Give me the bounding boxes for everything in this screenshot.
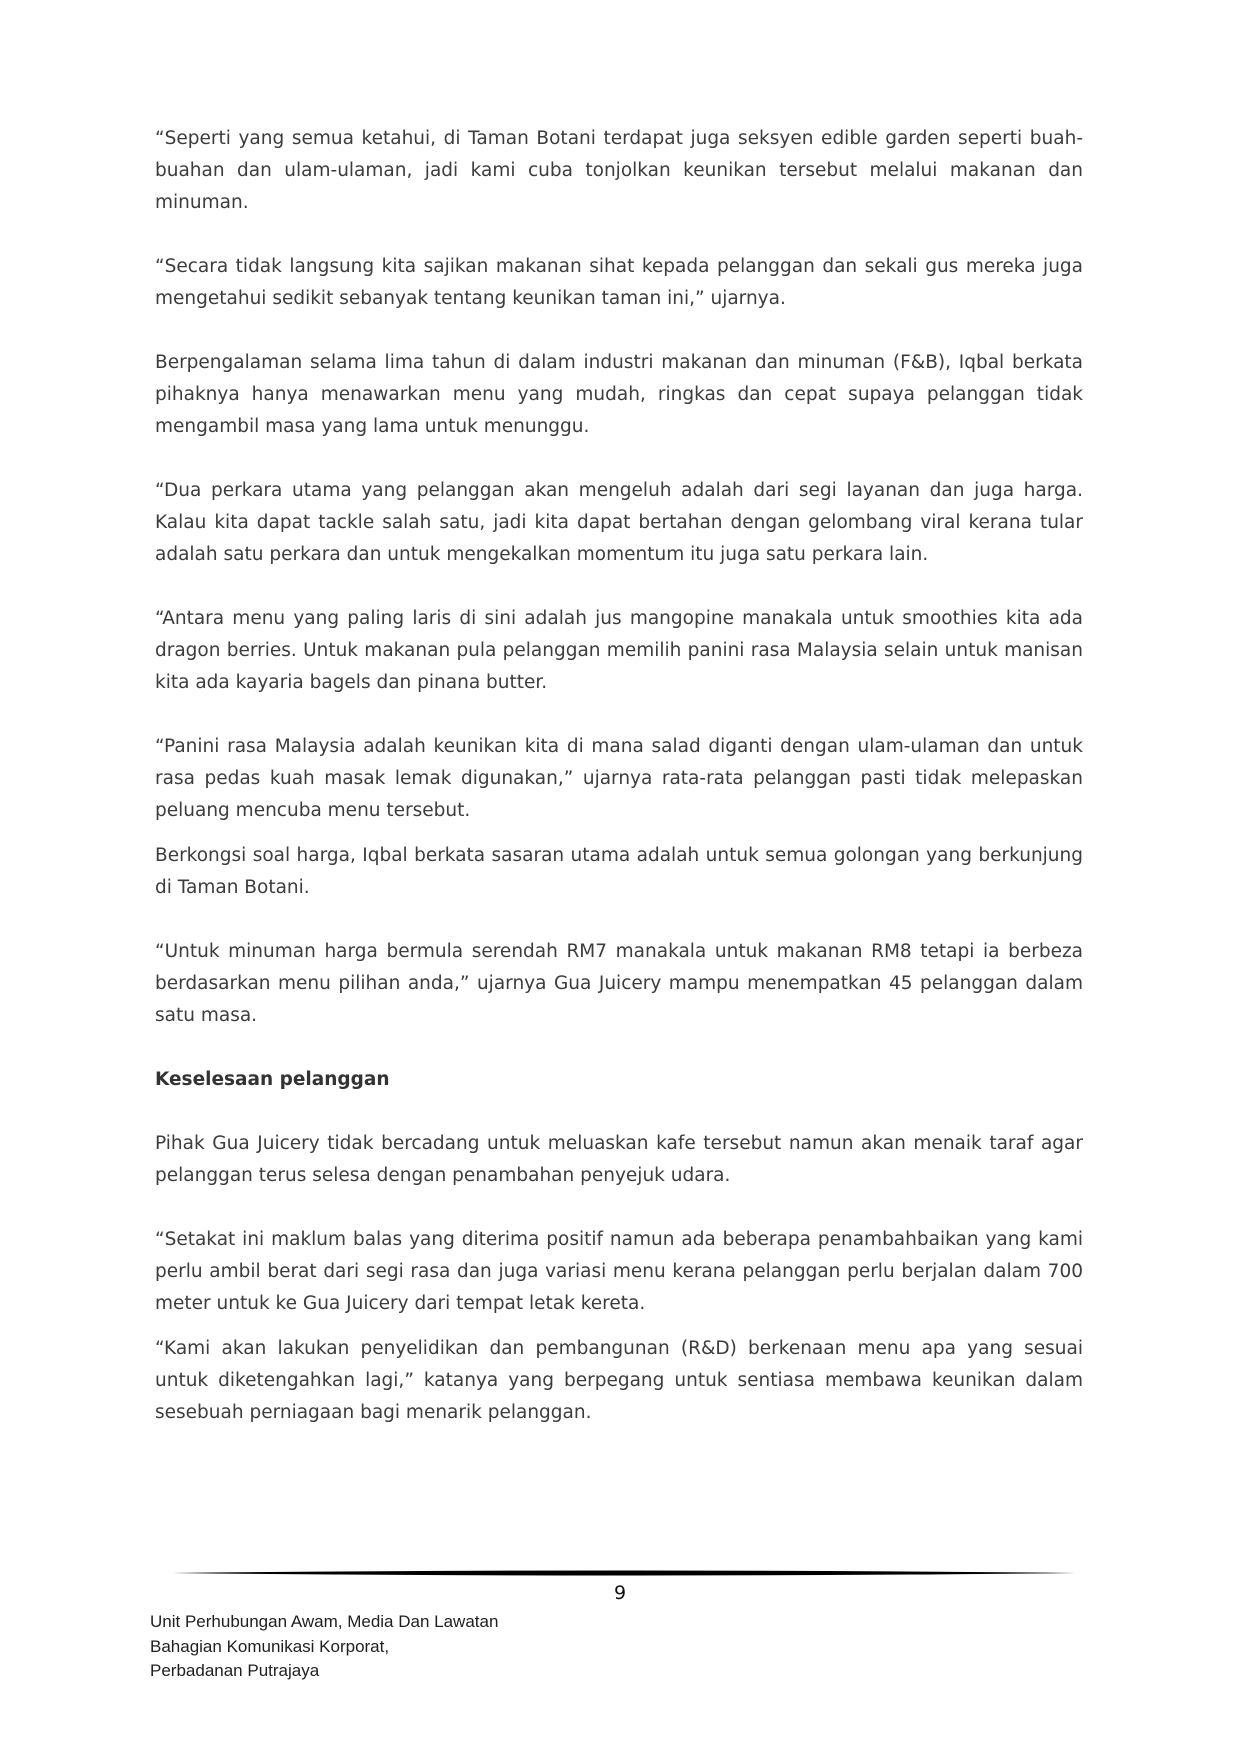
organization-block bbox=[150, 1610, 498, 1684]
page-number: 9 bbox=[613, 1582, 627, 1604]
article-body bbox=[155, 123, 1083, 1429]
org-unit: Unit Perhubungan Awam, Media Dan Lawatan bbox=[150, 1612, 499, 1631]
org-name: Perbadanan Putrajaya bbox=[150, 1661, 320, 1680]
article-paragraph: “Setakat ini maklum balas yang diterima positif namun ada beberapa penambahbaikan yang kami perlu ambil berat dari segi rasa dan juga variasi menu kerana pelanggan perlu berjalan dalam 700 meter untuk ke Gua Juicery dari tempat letak kereta. bbox=[155, 1229, 1083, 1314]
article-paragraph: “Seperti yang semua ketahui, di Taman Botani terdapat juga seksyen edible garden seperti buah-buahan dan ulam-ulaman, jadi kami cuba tonjolkan keunikan tersebut melalui makanan dan minuman. bbox=[155, 128, 1083, 213]
org-department: Bahagian Komunikasi Korporat, bbox=[150, 1636, 390, 1656]
article-paragraph: Berpengalaman selama lima tahun di dalam industri makanan dan minuman (F&B), Iqbal berkata pihaknya hanya menawarkan menu yang mudah, ringkas dan cepat supaya pelanggan tidak mengambil masa yang lama untuk menunggu. bbox=[155, 352, 1083, 437]
section-heading: Keselesaan pelanggan bbox=[155, 1069, 390, 1090]
article-paragraph: “Secara tidak langsung kita sajikan makanan sihat kepada pelanggan dan sekali gus mereka juga mengetahui sedikit sebanyak tentang keunikan taman ini,” ujarnya. bbox=[155, 256, 1083, 309]
article-paragraph: “Untuk minuman harga bermula serendah RM7 manakala untuk makanan RM8 tetapi ia berbeza berdasarkan menu pilihan anda,” ujarnya Gua Juicery mampu menempatkan 45 pelanggan dalam satu masa. bbox=[155, 941, 1083, 1026]
article-paragraph: Pihak Gua Juicery tidak bercadang untuk meluaskan kafe tersebut namun akan menaik taraf agar pelanggan terus selesa dengan penambahan penyejuk udara. bbox=[155, 1133, 1083, 1186]
article-paragraph: “Panini rasa Malaysia adalah keunikan kita di mana salad diganti dengan ulam-ulaman dan untuk rasa pedas kuah masak lemak digunakan,” ujarnya rata-rata pelanggan pasti tidak melepaskan peluang mencuba menu tersebut. bbox=[155, 736, 1083, 821]
article-paragraph: “Antara menu yang paling laris di sini adalah jus mangopine manakala untuk smoothies kita ada dragon berries. Untuk makanan pula pelanggan memilih panini rasa Malaysia selain untuk manisan kita ada kayaria bagels dan pinana butter. bbox=[155, 608, 1083, 693]
article-paragraph: “Kami akan lakukan penyelidikan dan pembangunan (R&D) berkenaan menu apa yang sesuai untuk diketengahkan lagi,” katanya yang berpegang untuk sentiasa membawa keunikan dalam sesebuah perniagaan bagi menarik pelanggan. bbox=[155, 1338, 1083, 1423]
article-paragraph: “Dua perkara utama yang pelanggan akan mengeluh adalah dari segi layanan dan juga harga. Kalau kita dapat tackle salah satu, jadi kita dapat bertahan dengan gelombang viral kerana tular adalah satu perkara dan untuk mengekalkan momentum itu juga satu perkara lain. bbox=[155, 480, 1083, 565]
article-paragraph: Berkongsi soal harga, Iqbal berkata sasaran utama adalah untuk semua golongan yang berkunjung di Taman Botani. bbox=[155, 845, 1083, 898]
footer-divider bbox=[172, 1568, 1076, 1578]
